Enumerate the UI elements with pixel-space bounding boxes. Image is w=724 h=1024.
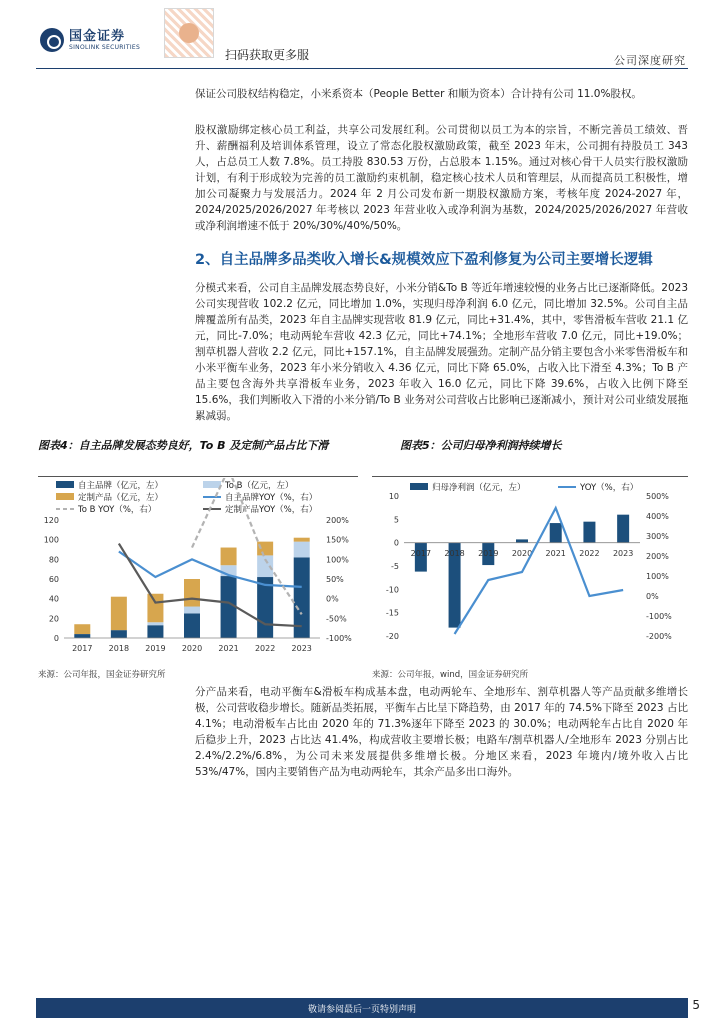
- y-right-tick-4-4: 100%: [326, 555, 349, 565]
- y-right-tick-4-1: -50%: [326, 614, 347, 624]
- chart-revenue-by-mode: [38, 478, 358, 660]
- y-left-tick-4-4: 80: [48, 555, 59, 565]
- y-left-tick-5-4: 0: [393, 538, 399, 548]
- logo-en-text: SINOLINK SECURITIES: [69, 43, 141, 51]
- legend-swatch-4-1: [203, 481, 221, 488]
- x-tick-5-0: 2017: [410, 549, 432, 558]
- bar-4-1-3: [184, 607, 200, 614]
- x-tick-4-1: 2018: [108, 644, 130, 653]
- bar-4-2-1: [111, 597, 127, 630]
- x-tick-4-3: 2020: [181, 644, 203, 653]
- figure5-source: 来源：公司年报，wind，国金证券研究所: [372, 670, 529, 680]
- x-tick-5-4: 2021: [545, 549, 566, 558]
- y-left-tick-4-0: 0: [53, 634, 59, 643]
- figure5-divider: [372, 476, 688, 477]
- y-right-tick-5-3: 100%: [646, 572, 669, 581]
- x-tick-4-0: 2017: [72, 644, 93, 653]
- bar-4-2-3: [184, 579, 200, 607]
- qr-code-icon[interactable]: [164, 8, 214, 58]
- footer-disclaimer[interactable]: 敬请参阅最后一页特别声明: [307, 1005, 416, 1015]
- bar-5-0-3: [516, 539, 528, 542]
- logo-icon: [40, 28, 64, 52]
- company-logo: [40, 28, 140, 52]
- bar-5-0-4: [550, 523, 562, 543]
- bar-4-0-1: [111, 630, 127, 638]
- y-right-tick-5-5: 300%: [646, 532, 669, 541]
- y-right-tick-4-2: 0%: [326, 594, 339, 604]
- page-header: [0, 0, 724, 72]
- y-left-tick-4-5: 100: [43, 535, 59, 545]
- x-tick-4-5: 2022: [254, 644, 276, 653]
- y-left-tick-5-6: 10: [388, 492, 399, 501]
- y-left-tick-4-1: 20: [48, 614, 59, 624]
- bar-4-1-2: [147, 622, 163, 625]
- legend-label-5-0: 归母净利润（亿元，左）: [432, 483, 526, 493]
- legend-label-4-3: 自主品牌YOY（%，右）: [225, 493, 318, 503]
- footer-bar: [36, 998, 688, 1018]
- legend-label-4-5: 定制产品YOY（%，右）: [225, 505, 318, 515]
- y-right-tick-5-1: -100%: [646, 612, 672, 621]
- series-line-4-3: [119, 551, 302, 586]
- bar-4-2-0: [74, 624, 90, 634]
- figure4-divider: [38, 476, 358, 477]
- logo-cn-text: 国金证券: [69, 28, 126, 44]
- y-left-tick-5-2: -10: [385, 585, 399, 595]
- bar-4-2-2: [147, 594, 163, 623]
- y-left-tick-5-5: 5: [393, 515, 399, 525]
- legend-label-4-2: 定制产品（亿元，左）: [78, 493, 164, 503]
- chart-net-profit: [368, 478, 688, 660]
- y-right-tick-5-6: 400%: [646, 512, 669, 521]
- x-tick-5-1: 2018: [444, 549, 465, 558]
- y-left-tick-5-0: -20: [385, 632, 399, 641]
- x-tick-4-4: 2021: [218, 644, 239, 653]
- x-tick-5-2: 2019: [478, 549, 499, 558]
- y-right-tick-4-0: -100%: [326, 634, 352, 643]
- x-tick-5-6: 2023: [612, 549, 634, 558]
- page-number: 5: [692, 998, 700, 1012]
- paragraph-business-model: 分模式来看，公司自主品牌发展态势良好，小米分销&To B 等近年增速较慢的业务占比已逐渐降低。2023 公司实现营收 102.2 亿元，同比增加 1.0%，实现归母净利润 6.0 亿元，同比增加 32.5%。公司自主品牌覆盖所有品类，2023 年自主品牌实现营收 81.9 亿元，同比+31.4%，其中，零售滑板车营收 21.1 亿元，同比-7.0%；电动两轮车营收 42.3 亿元，同比+74.1%；全地形车营收 7.0 亿元，同比+19.0%；割草机器人营收 2.2 亿元，同比+157.1%，自主品牌发展强劲。定制产品分销主要包含小米零售滑板车和小米平衡车业务，2023 年小米分销收入 4.36 亿元，同比下降 65.0%，占收入比下滑至 4.3%；To B 产品主要包含海外共享滑板车业务，2023 年收入 16.0 亿元，同比下降 39.6%，占收入比例下降至 15.6%，我们判断收入下滑的小米分销/To B 业务对公司营收占比影响已逐渐减小，预计对公司业绩发展拖累减弱。: [195, 282, 688, 422]
- figure4-source: 来源：公司年报，国金证券研究所: [38, 670, 166, 680]
- bar-4-0-2: [147, 625, 163, 638]
- header-divider: [36, 68, 688, 69]
- legend-swatch-4-0: [56, 481, 74, 488]
- y-right-tick-4-6: 200%: [326, 516, 349, 525]
- legend-label-4-0: 自主品牌（亿元，左）: [78, 481, 164, 491]
- scan-prompt: 扫码获取更多服: [225, 48, 310, 62]
- legend-label-4-1: To B（亿元，左）: [225, 481, 294, 491]
- y-left-tick-4-3: 60: [48, 575, 59, 584]
- x-tick-5-3: 2020: [511, 549, 533, 558]
- x-tick-4-2: 2019: [145, 644, 166, 653]
- section-title: 2、自主品牌多品类收入增长&规模效应下盈利修复为公司主要增长逻辑: [195, 252, 653, 268]
- y-left-tick-4-2: 40: [48, 594, 59, 604]
- bar-5-0-5: [583, 522, 595, 543]
- legend-swatch-4-2: [56, 493, 74, 500]
- bar-4-2-6: [294, 538, 310, 542]
- bar-4-0-0: [74, 634, 90, 638]
- legend-label-4-4: To B YOY（%，右）: [78, 505, 157, 515]
- figure5-title: 图表5：公司归母净利润持续增长: [400, 439, 562, 452]
- legend-swatch-5-0: [410, 483, 428, 490]
- paragraph-equity-incentive: 股权激励绑定核心员工利益，共享公司发展红利。公司贯彻以员工为本的宗旨，不断完善员工绩效、晋升、薪酬福利及培训体系管理，设立了常态化股权激励政策，截至 2023 年末，公司拥有持股员工 343 人，占总员工人数 7.8%。员工持股 830.53 万份，占总股本 1.15%。通过对核心骨干人员实行股权激励计划，有利于形成较为完善的员工激励约束机制，稳定核心技术人员和管理层，从而提高员工积极性，增加公司凝聚力与发展活力。2024 年 2 月公司发布新一期股权激励方案，考核年度 2024-2027 年，2024/2025/2026/2027 年考核以 2023 年营业收入或净利润为基数，2024/2025/2026/2027 年营收或净利润增速不低于 20%/30%/40%/50%。: [195, 124, 688, 232]
- y-right-tick-5-0: -200%: [646, 632, 672, 641]
- y-right-tick-5-7: 500%: [646, 492, 669, 501]
- report-type-label: 公司深度研究: [614, 54, 686, 67]
- y-right-tick-5-2: 0%: [646, 592, 659, 601]
- y-left-tick-5-1: -15: [385, 608, 399, 618]
- bar-4-2-5: [257, 542, 273, 556]
- series-line-5-1: [455, 508, 624, 634]
- x-tick-5-5: 2022: [579, 549, 600, 558]
- bar-4-0-3: [184, 613, 200, 638]
- bar-4-1-6: [294, 542, 310, 558]
- bar-4-2-4: [221, 548, 237, 566]
- figure4-title: 图表4：自主品牌发展态势良好，To B 及定制产品占比下滑: [38, 439, 329, 452]
- y-right-tick-5-4: 200%: [646, 552, 669, 561]
- bar-5-0-6: [617, 515, 629, 543]
- y-left-tick-5-3: -5: [391, 562, 399, 571]
- paragraph-shareholding: 保证公司股权结构稳定，小米系资本（People Better 和顺为资本）合计持有公司 11.0%股权。: [195, 88, 642, 100]
- x-tick-4-6: 2023: [291, 644, 312, 653]
- legend-label-5-1: YOY（%，右）: [580, 483, 639, 493]
- y-right-tick-4-3: 50%: [326, 575, 344, 584]
- paragraph-product-mix: 分产品来看，电动平衡车&滑板车构成基本盘，电动两轮车、全地形车、割草机器人等产品贡献多维增长极，公司营收稳步增长。随新品类拓展，平衡车占比呈下降趋势，由 2017 年的 74.5%下降至 2023 占比 4.1%；电动滑板车占比由 2020 年的 71.3%逐年下降至 2023 的 30.0%；电动两轮车占比自 2020 年后稳步上升，2023 占比达 41.4%，构成营收主要增长极；电路车/割草机器人/全地形车 2023 分别占比 2.4%/2.2%/6.8%，为公司未来发展提供多维增长极。分地区来看，2023 年境内/境外收入占比 53%/47%，国内主要销售产品为电动两轮车，其余产品多出口海外。: [195, 686, 688, 778]
- y-left-tick-4-6: 120: [43, 516, 59, 525]
- y-right-tick-4-5: 150%: [326, 535, 349, 545]
